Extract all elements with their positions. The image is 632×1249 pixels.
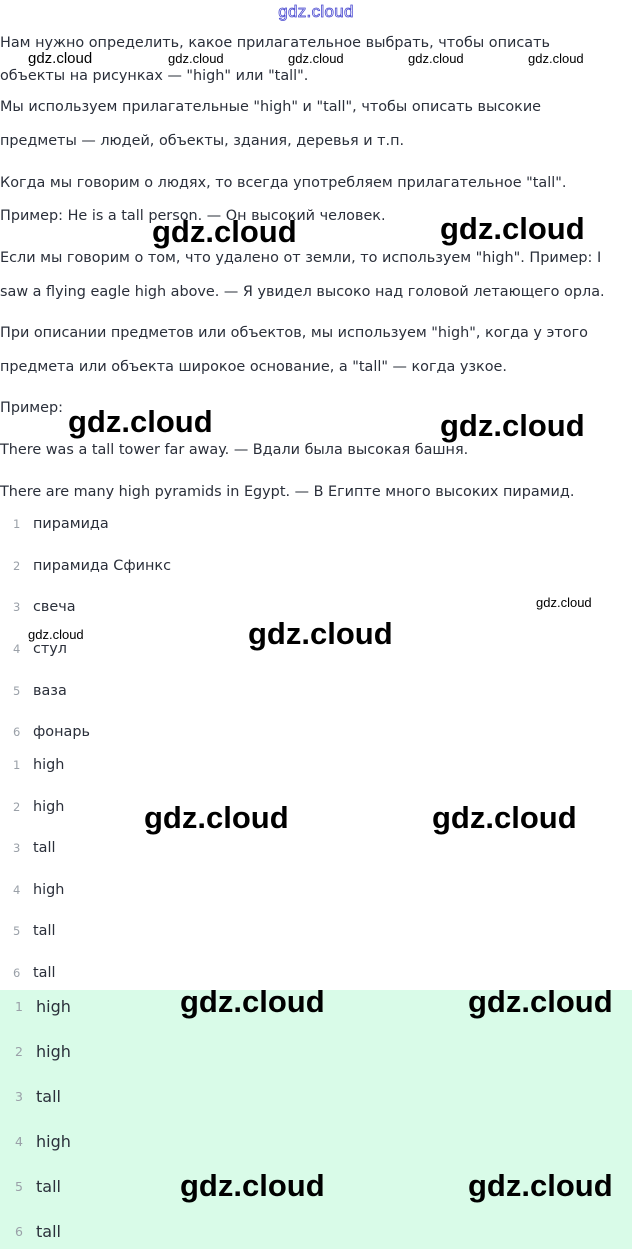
watermark: gdz.cloud — [144, 800, 289, 835]
paragraph-line: объекты на рисунках — "high" или "tall". — [0, 68, 309, 84]
list-item-text: high — [33, 757, 65, 773]
list-item-text: стул — [33, 641, 68, 657]
watermark: gdz.cloud — [68, 404, 213, 439]
watermark: gdz.cloud — [180, 1168, 325, 1203]
site-logo[interactable]: gdz.cloud — [278, 2, 354, 21]
list-item-text: tall — [33, 923, 56, 939]
list-item-text: tall — [36, 1177, 61, 1196]
list-item-number: 6 — [13, 966, 21, 980]
paragraph-line: предметы — людей, объекты, здания, деревья и т.п. — [0, 133, 405, 149]
list-item-text: свеча — [33, 599, 76, 615]
watermark: gdz.cloud — [468, 1168, 613, 1203]
list-item-text: tall — [36, 1087, 61, 1106]
paragraph-line: предмета или объекта широкое основание, а "tall" — когда узкое. — [0, 359, 507, 375]
watermark: gdz.cloud — [152, 214, 297, 249]
list-item-number: 5 — [15, 1179, 23, 1194]
watermark: gdz.cloud — [288, 51, 344, 66]
list-item-number: 4 — [13, 642, 21, 656]
watermark: gdz.cloud — [180, 984, 325, 1019]
list-item-number: 5 — [13, 684, 21, 698]
list-item-number: 2 — [15, 1044, 23, 1059]
list-item-text: high — [36, 997, 71, 1016]
paragraph-line: saw a flying eagle high above. — Я увидел высоко над головой летающего орла. — [0, 284, 605, 300]
list-item-text: фонарь — [33, 724, 90, 740]
watermark: gdz.cloud — [440, 211, 585, 246]
list-item-number: 3 — [13, 841, 21, 855]
paragraph-line: Пример: — [0, 400, 64, 416]
watermark: gdz.cloud — [28, 627, 84, 642]
list-item-number: 1 — [15, 999, 23, 1014]
paragraph-line: При описании предметов или объектов, мы используем "high", когда у этого — [0, 325, 588, 341]
paragraph-line: There are many high pyramids in Egypt. — В Египте много высоких пирамид. — [0, 484, 575, 500]
paragraph-line: Мы используем прилагательные "high" и "tall", чтобы описать высокие — [0, 99, 542, 115]
paragraph-line: Пример: He is a tall person. — Он высокий человек. — [0, 208, 386, 224]
list-item-number: 4 — [13, 883, 21, 897]
list-item-text: high — [33, 799, 65, 815]
list-item-text: high — [36, 1132, 71, 1151]
list-item-number: 2 — [13, 559, 21, 573]
list-item-text: пирамида Сфинкс — [33, 558, 171, 574]
watermark: gdz.cloud — [28, 50, 93, 67]
list-item-number: 1 — [13, 758, 21, 772]
list-item-number: 3 — [13, 600, 21, 614]
list-item-number: 1 — [13, 517, 21, 531]
watermark: gdz.cloud — [432, 800, 577, 835]
watermark: gdz.cloud — [536, 595, 592, 610]
list-item-number: 3 — [15, 1089, 23, 1104]
watermark: gdz.cloud — [248, 616, 393, 651]
watermark: gdz.cloud — [468, 984, 613, 1019]
paragraph-line: Когда мы говорим о людях, то всегда употребляем прилагательное "tall". — [0, 175, 567, 191]
list-item-text: high — [33, 882, 65, 898]
list-item-number: 6 — [15, 1224, 23, 1239]
watermark: gdz.cloud — [528, 51, 584, 66]
list-item-text: ваза — [33, 683, 67, 699]
paragraph-line: Нам нужно определить, какое прилагательное выбрать, чтобы описать — [0, 35, 550, 51]
list-item-number: 5 — [13, 924, 21, 938]
watermark: gdz.cloud — [440, 408, 585, 443]
list-item-number: 2 — [13, 800, 21, 814]
list-item-number: 4 — [15, 1134, 23, 1149]
list-item-text: пирамида — [33, 516, 109, 532]
list-item-text: tall — [33, 965, 56, 981]
watermark: gdz.cloud — [408, 51, 464, 66]
answer-box — [0, 990, 632, 1249]
watermark: gdz.cloud — [168, 51, 224, 66]
list-item-text: high — [36, 1042, 71, 1061]
paragraph-line: Если мы говорим о том, что удалено от земли, то используем "high". Пример: I — [0, 250, 602, 266]
paragraph-line: There was a tall tower far away. — Вдали была высокая башня. — [0, 442, 469, 458]
list-item-text: tall — [33, 840, 56, 856]
list-item-number: 6 — [13, 725, 21, 739]
list-item-text: tall — [36, 1222, 61, 1241]
